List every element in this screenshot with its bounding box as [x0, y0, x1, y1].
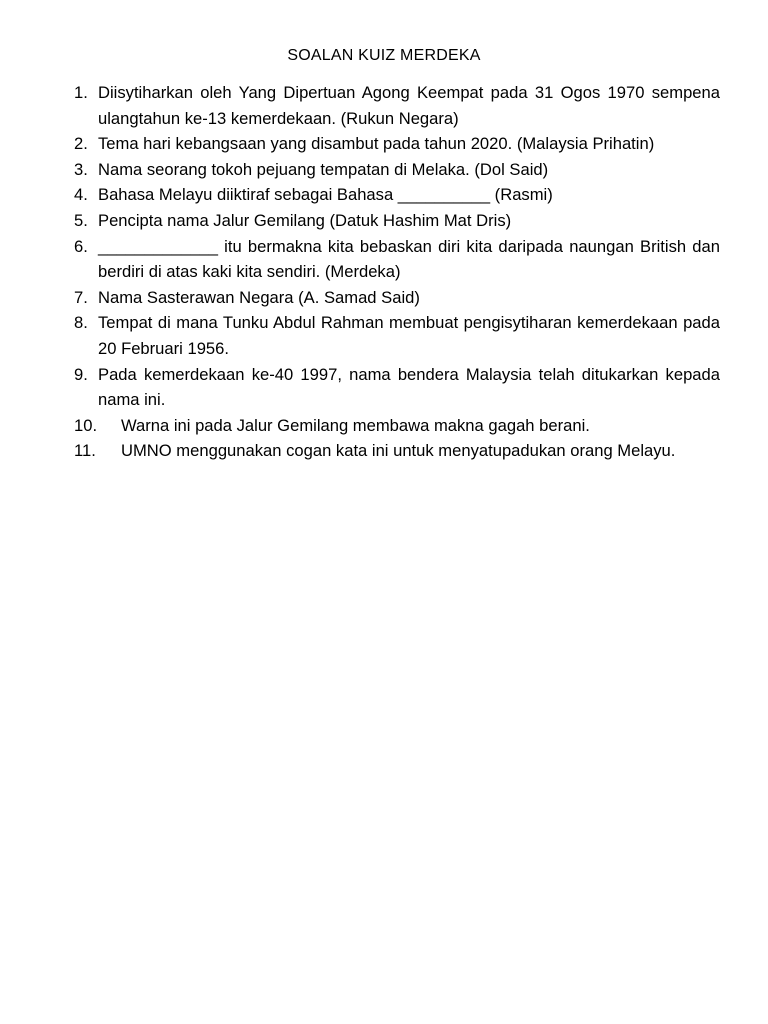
question-item [74, 438, 720, 464]
question-text: Warna ini pada Jalur Gemilang membawa makna gagah berani. [121, 415, 590, 435]
question-item [74, 413, 720, 439]
question-item [74, 182, 720, 208]
question-text: Bahasa Melayu diiktiraf sebagai Bahasa __________ (Rasmi) [98, 185, 553, 205]
question-number: 8. [74, 313, 88, 333]
question-number: 10. [74, 415, 98, 435]
question-number: 7. [74, 287, 88, 307]
question-number: 6. [74, 236, 88, 256]
question-text: UMNO menggunakan cogan kata ini untuk menyatupadukan orang Melayu. [121, 441, 676, 461]
question-text: Tempat di mana Tunku Abdul Rahman membuat pengisytiharan kemerdekaan pada 20 Februari 1956. [98, 313, 720, 358]
question-number: 1. [74, 83, 88, 102]
question-text: Tema hari kebangsaan yang disambut pada tahun 2020. (Malaysia Prihatin) [98, 134, 655, 154]
question-text: Nama seorang tokoh pejuang tempatan di Melaka. (Dol Said) [98, 159, 549, 179]
question-item [74, 362, 720, 413]
question-text: Pada kemerdekaan ke-40 1997, nama bendera Malaysia telah ditukarkan kepada nama ini. [98, 364, 720, 410]
question-text: Pencipta nama Jalur Gemilang (Datuk Hashim Mat Dris) [98, 210, 512, 230]
page-title: SOALAN KUIZ MERDEKA [287, 47, 481, 64]
question-item [74, 285, 720, 311]
question-number: 2. [74, 134, 88, 154]
question-number: 11. [74, 441, 96, 461]
question-number: 5. [74, 210, 88, 230]
question-text: Nama Sasterawan Negara (A. Samad Said) [98, 287, 420, 307]
question-text: Diisytiharkan oleh Yang Dipertuan Agong Keempat pada 31 Ogos 1970 sempena ulangtahun ke-13 kemerdekaan. (Rukun Negara) [98, 83, 720, 128]
question-item [74, 234, 720, 285]
question-list [74, 80, 720, 464]
question-item [74, 310, 720, 361]
question-number: 4. [74, 185, 88, 205]
question-text: _____________ itu bermakna kita bebaskan diri kita daripada naungan British dan berdiri di atas kaki kita sendiri. (Merdeka) [98, 236, 720, 282]
question-number: 3. [74, 159, 88, 179]
question-item [74, 208, 720, 234]
question-number: 9. [74, 364, 88, 384]
question-item [74, 131, 720, 157]
question-item [74, 157, 720, 183]
question-item [74, 80, 720, 131]
